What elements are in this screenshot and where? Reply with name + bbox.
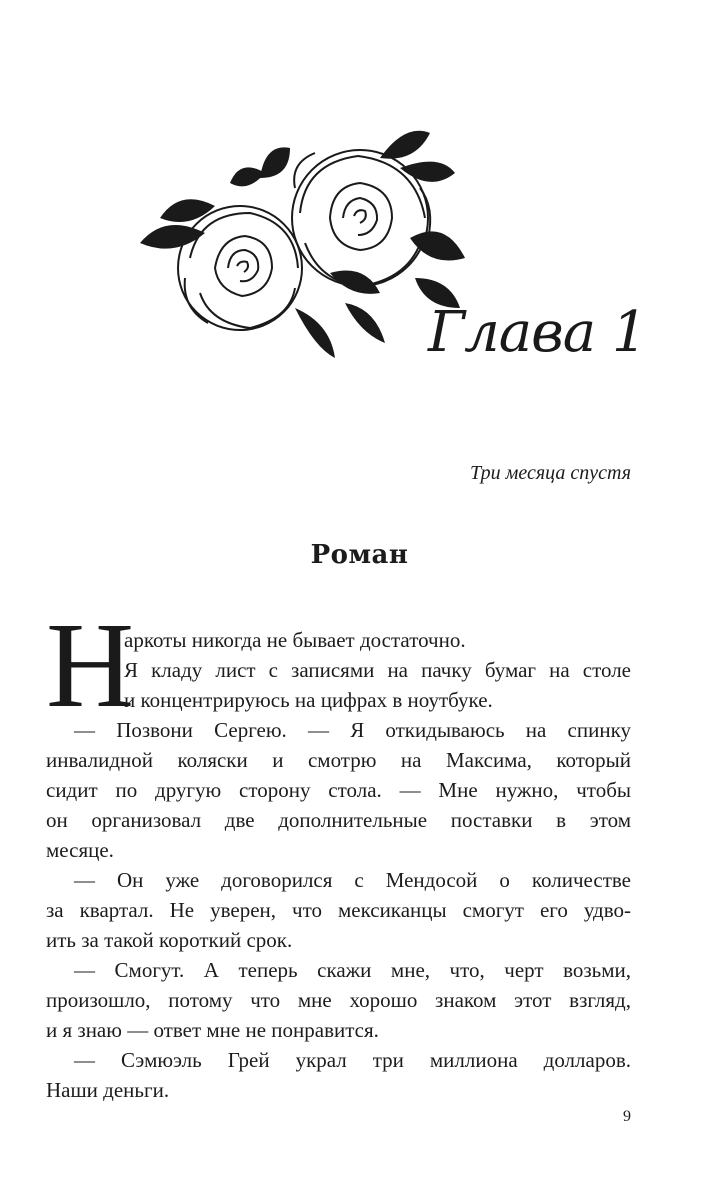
text-line: аркоты никогда не бывает достаточно. — [124, 628, 466, 652]
text-line: — Он уже договорился с Мендосой о количестве — [74, 868, 631, 892]
chapter-title: Глава 1 — [428, 300, 647, 365]
text-line: произошло, потому что мне хорошо знаком этот взгляд, — [46, 988, 631, 1012]
text-line: — Смогут. А теперь скажи мне, что, черт возьми, — [74, 958, 631, 982]
pov-heading: Роман — [310, 540, 409, 570]
text-line: сидит по другую сторону стола. — Мне нужно, чтобы — [46, 778, 631, 802]
text-line: инвалидной коляски и смотрю на Максима, который — [46, 748, 631, 772]
text-line: за квартал. Не уверен, что мексиканцы смогут его удво- — [46, 898, 631, 922]
text-line: — Позвони Сергею. — Я откидываюсь на спинку — [74, 718, 631, 742]
text-line: Наши деньги. — [46, 1078, 170, 1102]
text-line: месяце. — [46, 838, 114, 862]
drop-cap: Н — [46, 598, 135, 733]
text-line: Я кладу лист с записями на пачку бумаг на столе — [124, 658, 631, 682]
text-line: и я знаю — ответ мне не понравится. — [46, 1018, 379, 1042]
text-line: ить за такой короткий срок. — [46, 928, 293, 952]
text-line: — Сэмюэль Грей украл три миллиона долларов. — [74, 1048, 631, 1072]
epigraph: Три месяца спустя — [469, 462, 631, 484]
text-line: он организовал две дополнительные поставки в этом — [46, 808, 631, 832]
text-line: и концентрируюсь на цифрах в ноутбуке. — [124, 688, 493, 712]
page-number: 9 — [623, 1108, 631, 1125]
